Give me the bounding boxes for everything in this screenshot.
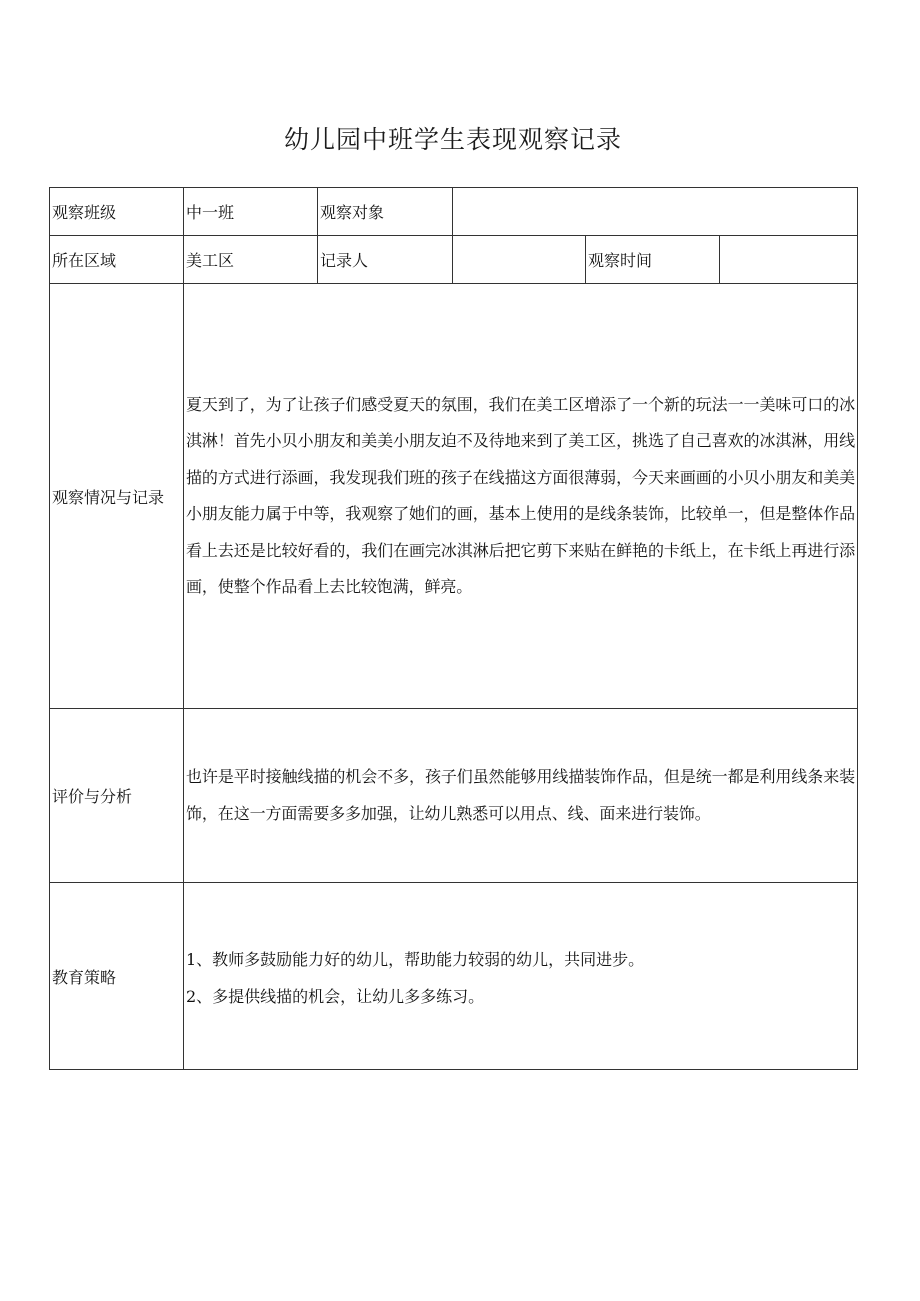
class-value: 中一班	[184, 188, 318, 236]
recorder-label: 记录人	[318, 236, 453, 284]
recorder-value	[453, 236, 586, 284]
document-title: 幼儿园中班学生表现观察记录	[283, 125, 622, 154]
evaluation-label: 评价与分析	[50, 709, 184, 883]
target-label: 观察对象	[318, 188, 453, 236]
class-row	[50, 188, 858, 236]
evaluation-content	[184, 709, 858, 883]
strategy-item: 1、教师多鼓励能力好的幼儿，帮助能力较弱的幼儿，共同进步。	[186, 949, 645, 969]
observation-label: 观察情况与记录	[50, 284, 184, 709]
observation-text: 夏天到了，为了让孩子们感受夏天的氛围，我们在美工区增添了一个新的玩法一一美味可口的冰淇淋！首先小贝小朋友和美美小朋友迫不及待地来到了美工区，挑选了自己喜欢的冰淇淋，用线描的方式进行添画，我发现我们班的孩子在线描这方面很薄弱，今天来画画的小贝小朋友和美美小朋友能力属于中等，我观察了她们的画，基本上使用的是线条装饰，比较单一，但是整体作品看上去还是比较好看的，我们在画完冰淇淋后把它剪下来贴在鲜艳的卡纸上，在卡纸上再进行添画，使整个作品看上去比较饱满，鲜亮。	[186, 394, 856, 596]
observation-content	[184, 284, 858, 709]
strategy-item: 2、多提供线描的机会，让幼儿多多练习。	[186, 986, 485, 1006]
evaluation-text: 也许是平时接触线描的机会不多，孩子们虽然能够用线描装饰作品，但是统一都是利用线条来装饰，在这一方面需要多多加强，让幼儿熟悉可以用点、线、面来进行装饰。	[186, 767, 856, 823]
strategy-content	[184, 883, 858, 1070]
time-label: 观察时间	[586, 236, 720, 284]
strategy-label: 教育策略	[50, 883, 184, 1070]
observation-record-table	[49, 187, 858, 1070]
area-row	[50, 236, 858, 284]
observation-row	[50, 284, 858, 709]
strategy-row	[50, 883, 858, 1070]
class-label: 观察班级	[50, 188, 184, 236]
area-label: 所在区域	[50, 236, 184, 284]
evaluation-row	[50, 709, 858, 883]
area-value: 美工区	[184, 236, 318, 284]
target-value	[453, 188, 858, 236]
time-value	[720, 236, 858, 284]
